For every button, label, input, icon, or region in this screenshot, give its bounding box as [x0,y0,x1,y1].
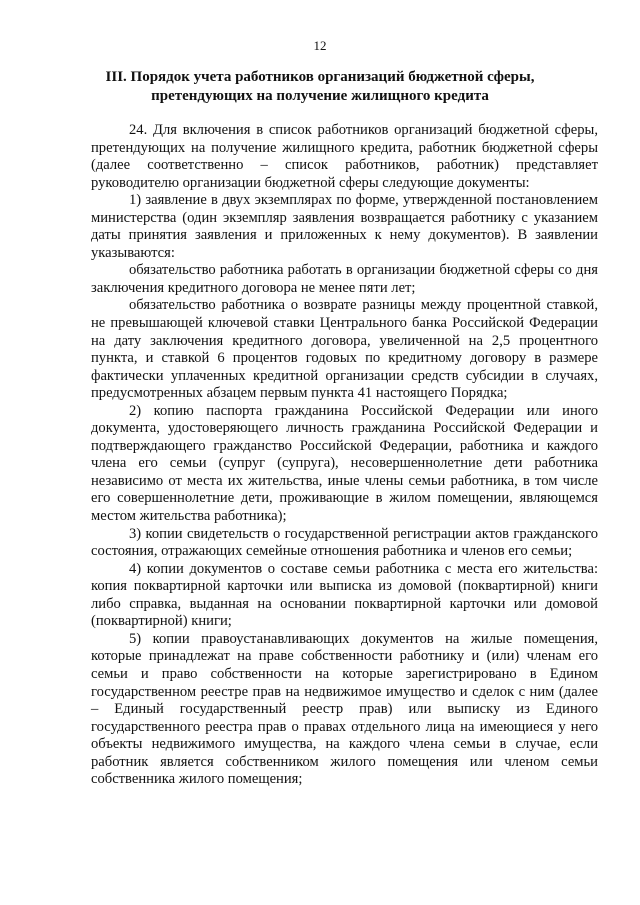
paragraph-item-2: 2) копию паспорта гражданина Российской Федерации или иного документа, удостоверяющего личность гражданина Российской Федерации и подтверждающего гражданство Российской Федерации, работника и каждого члена его семьи (супруг (супруга), несовершеннолетние дети работника независимо от места их жительства, иные члены семьи работника, в том числе его совершеннолетние дети, проживающие в жилом помещении, являющемся местом жительства работника); [91,402,598,525]
paragraph-item-5: 5) копии правоустанавливающих документов на жилые помещения, которые принадлежат на праве собственности работнику и (или) членам его семьи и право собственности на которые зарегистрировано в Едином государственном реестре прав на недвижимое имущество и сделок с ним (далее – Единый государственный реестр прав) или выписку из Единого государственного реестра прав о правах отдельного лица на имеющиеся у него объекты недвижимого имущества, на каждого члена семьи в случае, если работник является собственником жилого помещения или членом семьи собственника жилого помещения; [91,630,598,788]
section-title-line-2: претендующих на получение жилищного кредита [151,88,489,104]
section-title-line-1: III. Порядок учета работников организаций бюджетной сферы, [105,69,535,85]
body-text [91,122,598,789]
paragraph-obligation-work: обязательство работника работать в организации бюджетной сферы со дня заключения кредитного договора не менее пяти лет; [91,262,598,296]
paragraph-item-3: 3) копии свидетельств о государственной регистрации актов гражданского состояния, отражающих семейные отношения работника и членов его семьи; [91,525,598,560]
paragraph-item-1: 1) заявление в двух экземплярах по форме, утвержденной постановлением министерства (один экземпляр заявления возвращается работнику с указанием даты принятия заявления и приложенных к нему документов). В заявлении указываются: [91,192,598,261]
section-title [80,68,560,106]
paragraph-obligation-refund: обязательство работника о возврате разницы между процентной ставкой, не превышающей ключевой ставки Центрального банка Российской Федерации на дату заключения кредитного договора, увеличенной на 2,5 процентного пункта, и ставкой 6 процентов годовых по кредитному договору в размере фактически уплаченных кредитной организации средств субсидии в случаях, предусмотренных абзацем первым пункта 41 настоящего Порядка; [91,297,598,402]
page-number: 12 [313,38,327,53]
paragraph-item-4: 4) копии документов о составе семьи работника с места его жительства: копия поквартирной карточки или выписка из домовой (поквартирной) книги либо справка, выданная на основании поквартирной карточки или домовой (поквартирной) книги; [91,560,598,630]
paragraph-24-intro: 24. Для включения в список работников организаций бюджетной сферы, претендующих на получение жилищного кредита, работник бюджетной сферы (далее соответственно – список работников, работник) представляет руководителю организации бюджетной сферы следующие документы: [91,122,598,191]
